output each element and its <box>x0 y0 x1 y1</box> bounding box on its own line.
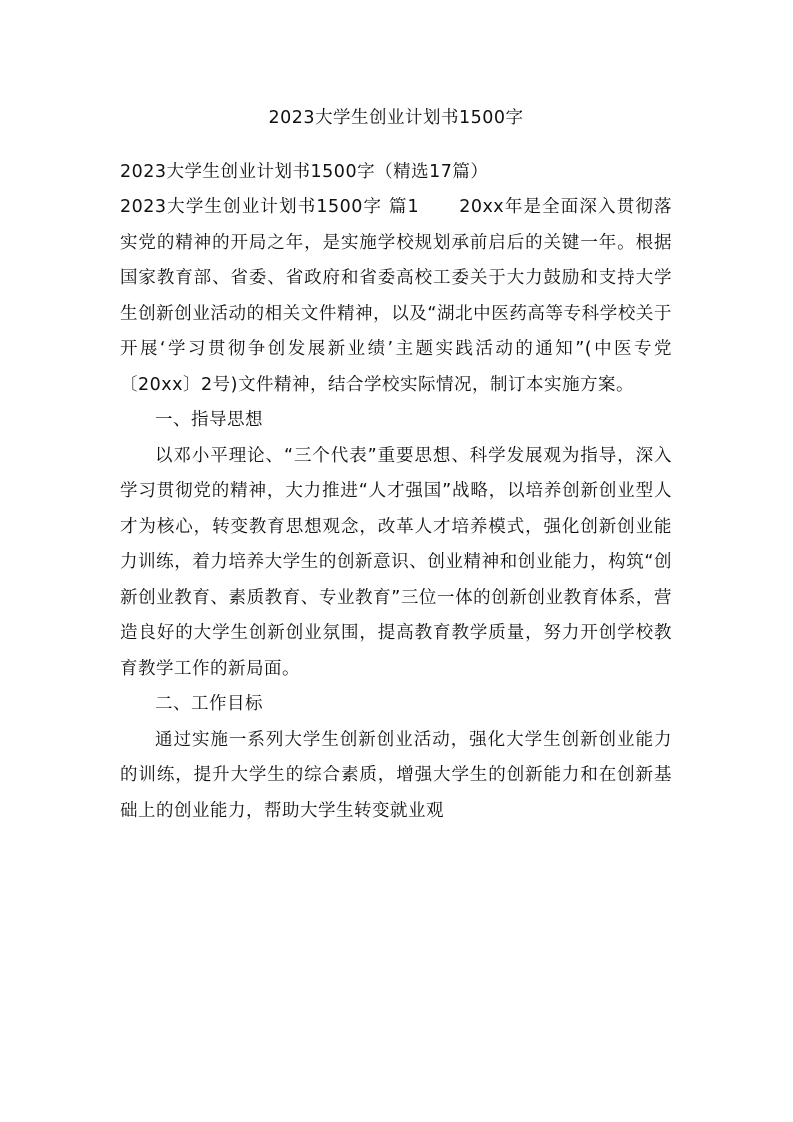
intro-paragraph <box>120 190 672 403</box>
intro-heading: 2023大学生创业计划书1500字 篇1 <box>120 197 420 217</box>
document-subtitle: 2023大学生创业计划书1500字（精选17篇） <box>120 162 489 182</box>
section-heading-guiding-ideology: 一、指导思想 <box>155 410 263 430</box>
section-body-work-goals: 通过实施一系列大学生创新创业活动，强化大学生创新创业能力的训练，提升大学生的综合素质，增强大学生的创新能力和在创新基础上的创业能力，帮助大学生转变就业观 <box>120 729 672 821</box>
section-heading-work-goals: 二、工作目标 <box>155 694 263 714</box>
document-body <box>120 100 672 829</box>
intro-text: 20xx年是全面深入贯彻落实党的精神的开局之年，是实施学校规划承前启后的关键一年。根据国家教育部、省委、省政府和省委高校工委关于大力鼓励和支持大学生创新创业活动的相关文件精神，以及“湖北中医药高等专科学校关于开展‘学习贯彻争创发展新业绩’主题实践活动的通知”(中医专党〔20xx〕2号)文件精神，结合学校实际情况，制订本实施方案。 <box>120 197 672 395</box>
document-title: 2023大学生创业计划书1500字 <box>268 108 524 128</box>
section-body-guiding-ideology: 以邓小平理论、“三个代表”重要思想、科学发展观为指导，深入学习贯彻党的精神，大力推进“人才强国”战略，以培养创新创业型人才为核心，转变教育思想观念，改革人才培养模式，强化创新创业能力训练，着力培养大学生的创新意识、创业精神和创业能力，构筑“创新创业教育、素质教育、专业教育”三位一体的创新创业教育体系，营造良好的大学生创新创业氛围，提高教育教学质量，努力开创学校教育教学工作的新局面。 <box>120 445 672 679</box>
